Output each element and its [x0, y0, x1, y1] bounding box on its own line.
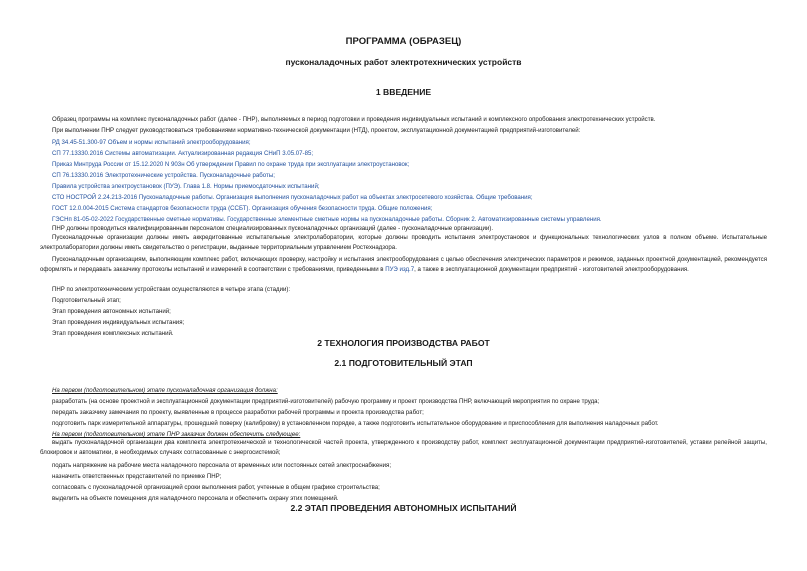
intro-paragraph: Образец программы на комплекс пусконаладочных работ (далее - ПНР), выполняемых в период подготовки и проведения индивидуальных испытаний и комплексного опробования электротехнических устройств.: [52, 116, 656, 123]
protocols-text: Пусконаладочным организациям, выполняющим комплекс работ, включающих проверку, настройку и испытания электрооборудования с целью обеспечения электрических параметров и режимов, заданных проектной документацией, рекомендуется оформлять и передавать заказчику протоколы испытаний и измерений в соответствии с требованиями, приведенными в: [40, 256, 767, 273]
duty-item: выдать пусконаладочной организации два комплекта электротехнической и технологической частей проекта, утвержденного к производству работ, комплект эксплуатационной документации предприятий-изготовителей, уставки релейной защиты, блокировок и автоматики, в необходимых случаях согласованные с энергосистемой;: [40, 439, 767, 456]
ref-link[interactable]: Правила устройства электроустановок (ПУЭ). Глава 1.8. Нормы приемосдаточных испытаний;: [52, 183, 320, 190]
duty-item: разработать (на основе проектной и эксплуатационной документации предприятий-изготовителей) рабочую программу и проект производства ПНР, включающий мероприятия по охране труда;: [52, 398, 600, 405]
ref-link[interactable]: РД 34.45-51.300-97 Объем и нормы испытаний электрооборудования;: [52, 139, 251, 146]
personnel-paragraph: ПНР должны проводиться квалифицированным персоналом специализированных пусконаладочных организаций (далее - пусконаладочные организации).: [52, 225, 494, 232]
section-1-heading: 1 ВВЕДЕНИЕ: [375, 87, 432, 97]
section-2-heading: 2 ТЕХНОЛОГИЯ ПРОИЗВОДСТВА РАБОТ: [317, 338, 490, 348]
protocols-text-end: , а также в эксплуатационной документации предприятий - изготовителей электрооборудования.: [414, 266, 689, 273]
ref-link[interactable]: СП 76.13330.2016 Электротехнические устройства. Пусконаладочные работы;: [52, 172, 275, 179]
ref-link[interactable]: ГОСТ 12.0.004-2015 Система стандартов безопасности труда (ССБТ). Организация обучения безопасности труда. Общие положения;: [52, 205, 433, 212]
stage-item: Подготовительный этап;: [52, 297, 121, 304]
stage-item: Этап проведения комплексных испытаний.: [52, 330, 174, 337]
stages-intro: ПНР по электротехническим устройствам осуществляются в четыре этапа (стадии):: [52, 286, 291, 293]
section-2-2-heading: 2.2 ЭТАП ПРОВЕДЕНИЯ АВТОНОМНЫХ ИСПЫТАНИЙ: [290, 503, 517, 513]
ref-link[interactable]: Приказ Минтруда России от 15.12.2020 N 903н Об утверждении Правил по охране труда при эксплуатации электроустановок;: [52, 161, 410, 168]
ref-link[interactable]: СТО НОСТРОЙ 2.24.213-2016 Пусконаладочные работы. Организация выполнения пусконаладочных работ на объектах электросетевого хозяйства. Общие требования;: [52, 194, 533, 201]
stage-item: Этап проведения индивидуальных испытания;: [52, 319, 185, 326]
doc-subtitle: пусконаладочных работ электротехнических устройств: [285, 57, 522, 67]
duty-item: выделить на объекте помещения для наладочного персонала и обеспечить охрану этих помещений.: [52, 495, 339, 502]
lab-paragraph: Пусконаладочные организации должны иметь аккредитованные испытательные электролаборатории, которые должны проводить испытания электроустановок и функциональных технологических узлов в полном объеме. Испытательные электролаборатории должны иметь свидетельство о регистрации, выданные территориальным управлением Ростехнадзора.: [40, 234, 767, 251]
duty-item: подать напряжение на рабочие места наладочного персонала от временных или постоянных сетей электроснабжения;: [52, 462, 392, 469]
duty-item: согласовать с пусконаладочной организацией сроки выполнения работ, учтенные в общем графике строительства;: [52, 484, 380, 491]
ref-link[interactable]: СП 77.13330.2016 Системы автоматизации. Актуализированная редакция СНиП 3.05.07-85;: [52, 150, 314, 157]
ntd-paragraph: При выполнении ПНР следует руководствоваться требованиями нормативно-технической документации (НТД), проектом, эксплуатационной документацией предприятий-изготовителей:: [52, 127, 581, 134]
contractor-duties-heading: На первом (подготовительном) этапе пусконаладочная организация должна:: [52, 387, 278, 394]
doc-title: ПРОГРАММА (ОБРАЗЕЦ): [345, 36, 462, 47]
duty-item: передать заказчику замечания по проекту, выявленные в процессе разработки рабочей программы и проекта производства работ;: [52, 409, 424, 416]
stage-item: Этап проведения автономных испытаний;: [52, 308, 171, 315]
protocols-paragraph: [40, 255, 767, 275]
section-2-1-heading: 2.1 ПОДГОТОВИТЕЛЬНЫЙ ЭТАП: [334, 358, 473, 368]
customer-duties-heading: На первом (подготовительном) этапе ПНР заказчик должен обеспечить следующее:: [52, 431, 301, 438]
ref-link[interactable]: ГЭСНп 81-05-02-2022 Государственные сметные нормативы. Государственные элементные сметные нормы на пусконаладочные работы. Сборник 2. Автоматизированные системы управления.: [52, 216, 602, 223]
duty-item: подготовить парк измерительной аппаратуры, прошедшей поверку (калибровку) в установленном порядке, а также подготовить испытательное оборудование и приспособления для выполнения наладочных работ.: [52, 420, 659, 427]
duty-item: назначить ответственных представителей по приемке ПНР;: [52, 473, 222, 480]
pue-link[interactable]: ПУЭ изд.7: [385, 266, 415, 273]
